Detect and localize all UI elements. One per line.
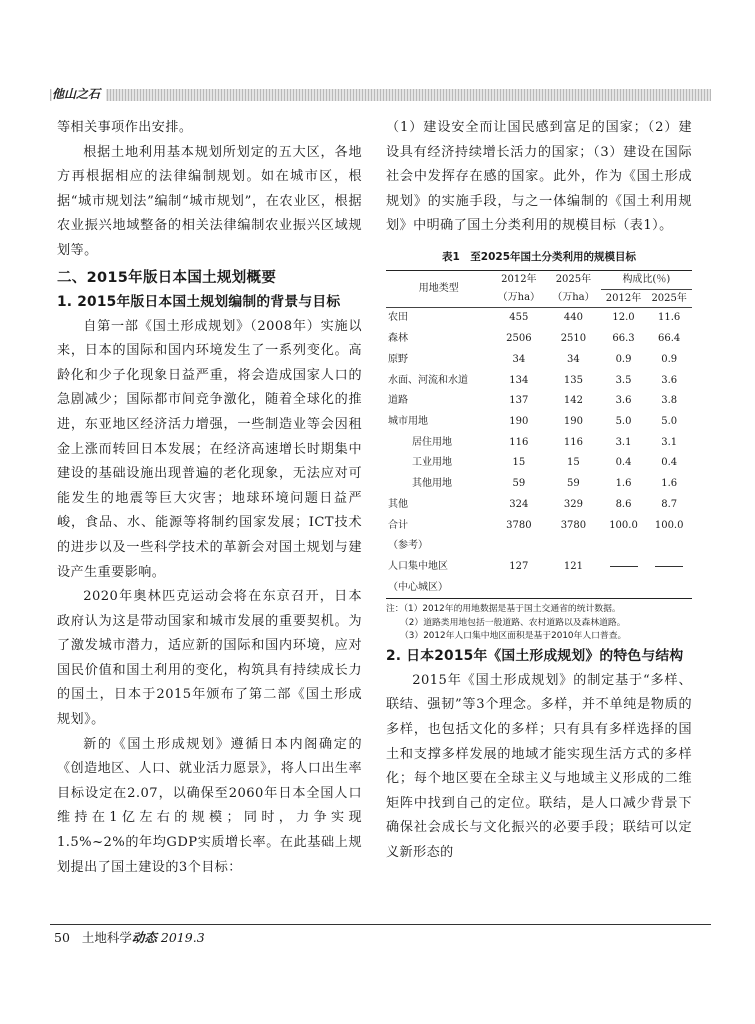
table-cell: 人口集中地区 [388,560,448,572]
section-header-label: 他山之石 [52,86,106,102]
subsection-heading: 1. 2015年版日本国土规划编制的背景与目标 [57,293,341,310]
col-header-2025: 2025年 [555,274,592,286]
table-cell: 0.4 [615,457,632,469]
table-row [386,391,692,412]
table-row [386,495,692,516]
table-cell: 森林 [388,333,408,345]
table-cell: 66.3 [612,333,635,345]
col-header-2012: 2012年 [501,274,537,286]
table-cell: 8.7 [661,498,678,510]
table-cell: 2510 [560,333,587,345]
empty-dash-cell [646,557,692,578]
table-cell: 5.0 [615,415,632,427]
table-cell: 11.6 [658,312,681,324]
table-cell: 135 [563,374,583,386]
paragraph: 等相关事项作出安排。 [57,120,193,135]
subsection-heading: 2. 日本2015年《国土形成规划》的特色与结构 [386,647,684,664]
table-cell: 3780 [506,519,532,531]
table-cell: 3.6 [661,374,678,386]
table-cell: 原野 [388,353,408,365]
col-header-type: 用地类型 [418,283,459,295]
unit-label: （万ha） [552,292,595,304]
table-row [386,516,692,537]
table-cell: 5.0 [661,415,678,427]
table-cell: 0.4 [661,457,678,469]
table-row [386,433,692,454]
table-cell: 2506 [506,333,532,345]
table-cell: 道路 [388,395,408,407]
unit-label: （万ha） [497,292,541,304]
journal-name [82,930,157,945]
left-column [57,116,362,880]
table-cell: 455 [509,312,529,324]
header-bar [50,89,711,101]
table-cell: 116 [509,436,529,448]
table-note: （3）2012年人口集中地区面积是基于2010年人口普查。 [400,631,627,642]
table-cell: 1.6 [661,478,678,490]
dash-mark [610,566,638,567]
table-cell: 8.6 [615,498,632,510]
table-cell: 34 [567,353,580,365]
table-cell: 居住用地 [412,436,452,448]
dash-mark [655,566,683,567]
table-cell [646,536,692,557]
table-notes [386,603,692,644]
table-cell: 329 [563,498,583,510]
journal-title: 土地科学 [81,930,132,945]
table-cell [546,536,601,557]
table-cell: 3.8 [661,395,678,407]
table-cell [492,578,547,599]
table-cell: 134 [509,374,529,386]
paragraph: 2020年奥林匹克运动会将在东京召开，日本政府认为这是带动国家和城市发展的重要契机。为了激发城市潜力，适应新的国际和国内环境，应对国民价值和国土利用的变化，构筑具有持续成长力的国土，日本于2015年颁布了第二部《国土形成规划》。 [57,589,362,728]
footer-rule [50,924,711,925]
table-cell: 190 [509,415,529,427]
table-cell: 城市用地 [388,415,428,427]
table-cell: 3.1 [615,436,632,448]
table-cell: 3.1 [661,436,678,448]
table-cell: 12.0 [612,312,635,324]
paragraph: 新的《国土形成规划》遵循日本内阁确定的《创造地区、人口、就业活力愿景》，将人口出生率目标设定在2.07，以确保至2060年日本全国人口维持在1亿左右的规模；同时，力争实现1.5%~2%的年均GDP实质增长率。在此基础上规划提出了国土建设的3个目标： [57,736,362,875]
paragraph: 自第一部《国土形成规划》（2008年）实施以来，日本的国际和国内环境发生了一系列变化。高龄化和少子化现象日益严重，将会造成国家人口的急剧减少；国际都市间竞争激化，随着全球化的推进，东亚地区经济活力增强，一些制造业等会因租金上涨而转回日本发展；在经济高速增长时期集中建设的基础设施出现普遍的老化现象，无法应对可能发生的地震等巨大灾害；地球环境问题日益严峻，食品、水、能源等将制约国家发展；ICT技术的进步以及一些科学技术的革新会对国土规划与建设产生重要影响。 [57,318,362,580]
table-cell: 116 [563,436,583,448]
table-row [386,474,692,495]
table-row [386,412,692,433]
table-cell: 工业用地 [412,457,452,469]
table-row [386,308,692,329]
table-cell: 3.5 [615,374,632,386]
table-cell: 127 [509,560,529,572]
table-cell: 合计 [388,519,408,531]
table-cell: （参考） [388,540,428,552]
table-cell [601,536,647,557]
table-cell [601,578,647,599]
table-cell: 3780 [560,519,587,531]
table-cell: 190 [563,415,583,427]
table-cell [646,578,692,599]
table-row [386,453,692,474]
table-row [386,578,692,599]
table-row [386,536,692,557]
table-row [386,329,692,350]
table-cell: 66.4 [658,333,681,345]
right-column [386,116,692,866]
table-cell: 324 [509,498,529,510]
issue-number: 2019.3 [160,930,205,945]
empty-dash-cell [601,557,647,578]
col-header-ratio-2012: 2012年 [601,289,647,308]
table-cell: 其他用地 [412,478,452,490]
table-row [386,557,692,578]
table-cell: 3.6 [615,395,632,407]
land-use-table [386,270,692,599]
page-number: 50 [54,930,70,945]
table-cell: 水面、河流和水道 [388,374,468,386]
table-cell [546,578,601,599]
table-cell: 440 [563,312,583,324]
table-caption: 表1 至2025年国土分类利用的规模目标 [441,250,637,263]
journal-title-em: 动态 [131,930,157,945]
table-cell: 100.0 [609,519,638,531]
page-footer [54,930,205,946]
section-heading: 二、2015年版日本国土规划概要 [57,269,277,286]
col-header-ratio-2025: 2025年 [646,289,692,308]
paragraph: 根据土地利用基本规划所划定的五大区，各地方再根据相应的法律编制规划。如在城市区，根据“城市规划法”编制“城市规划”，在农业区，根据农业振兴地域整备的相关法律编制农业振兴区域规划等。 [57,144,362,258]
table-cell: 121 [563,560,583,572]
table-cell: 34 [512,353,526,365]
table-cell: 59 [512,478,526,490]
table-cell: 0.9 [615,353,632,365]
table-cell: 100.0 [654,519,684,531]
col-header-ratio: 构成比(％) [622,273,671,285]
table-cell: 142 [563,395,583,407]
table-cell [492,536,547,557]
table-cell: 农田 [388,312,408,324]
table-cell: （中心城区） [388,581,448,593]
table-cell: 59 [567,478,580,490]
paragraph: 2015年《国土形成规划》的制定基于“多样、联结、强韧”等3个理念。多样，并不单纯是物质的多样，也包括文化的多样；只有具有多样选择的国土和支撑多样发展的地域才能实现生活方式的多样化；每个地区要在全球主义与地域主义形成的二维矩阵中找到自己的定位。联结，是人口减少背景下确保社会成长与文化振兴的必要手段；联结可以定义新形态的 [386,672,692,860]
table-cell: 15 [567,457,580,469]
table-cell: 1.6 [615,478,632,490]
table-cell: 其他 [388,498,408,510]
table-note: 注：（1）2012年的用地数据是基于国土交通省的统计数据。 [386,604,621,615]
table-row [386,350,692,371]
table-note: （2）道路类用地包括一般道路、农村道路以及森林道路。 [400,617,626,628]
table-row [386,371,692,392]
table-cell: 15 [512,457,526,469]
table-cell: 0.9 [661,353,678,365]
table-cell: 137 [509,395,529,407]
paragraph: （1）建设安全而让国民感到富足的国家；（2）建设具有经济持续增长活力的国家；（3）建设在国际社会中发挥存在感的国家。此外，作为《国土形成规划》的实施手段，与之一体编制的《国土利用规划》中明确了国土分类利用的规模目标（表1）。 [386,120,692,234]
